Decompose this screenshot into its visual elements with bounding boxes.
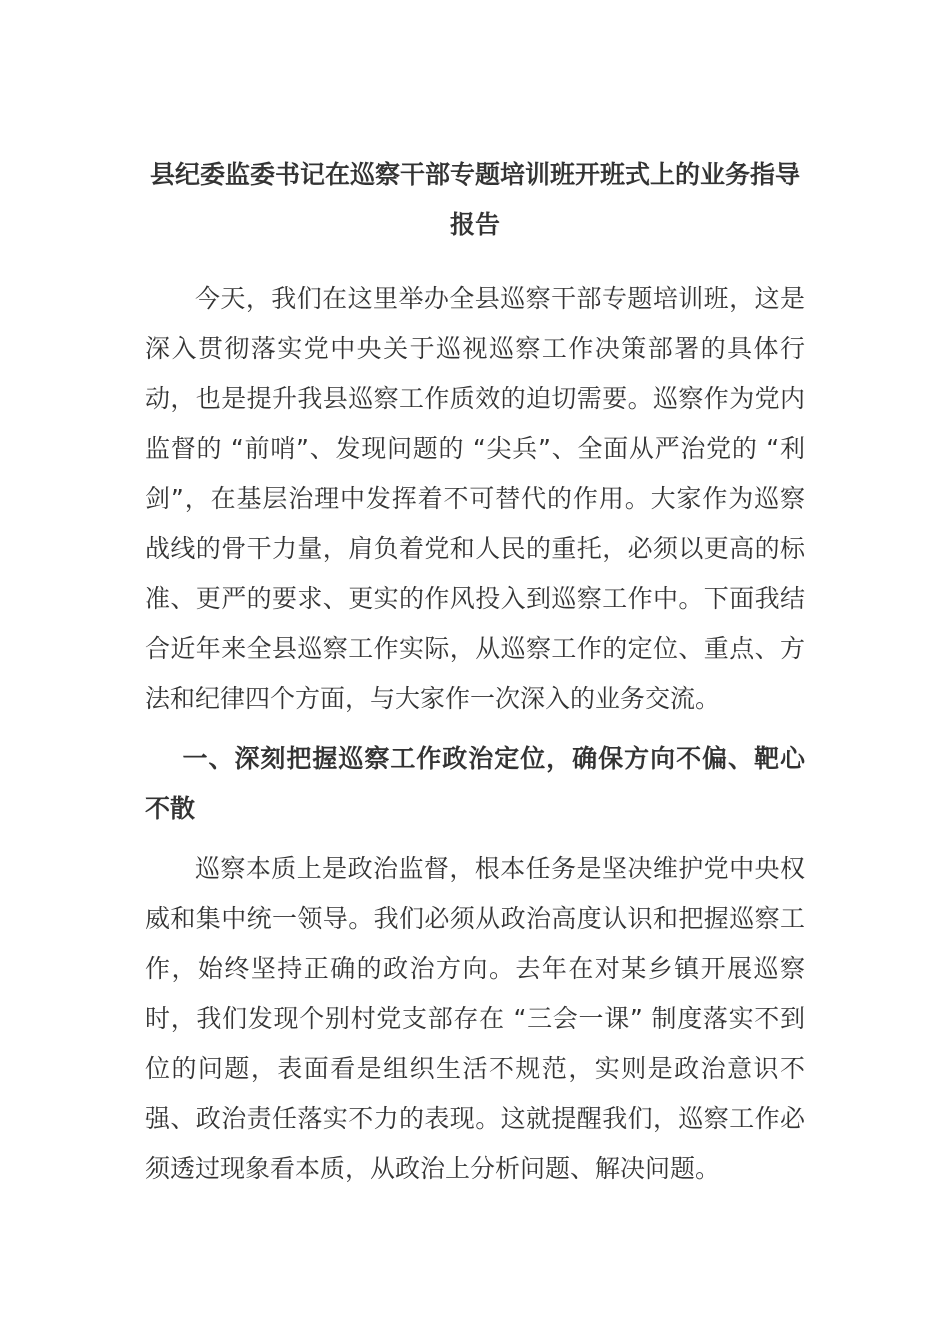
document-body	[145, 150, 805, 1204]
section-heading-1: 一、深刻把握巡察工作政治定位，确保方向不偏、靶心不散	[145, 744, 805, 823]
section-1-paragraph: 巡察本质上是政治监督，根本任务是坚决维护党中央权威和集中统一领导。我们必须从政治高度认识和把握巡察工作，始终坚持正确的政治方向。去年在对某乡镇开展巡察时，我们发现个别村党支部存在 “三会一课” 制度落实不到位的问题，表面看是组织生活不规范，实则是政治意识不强、政治责任落实不力的表现。这就提醒我们，巡察工作必须透过现象看本质，从政治上分析问题、解决问题。	[145, 854, 805, 1183]
intro-paragraph: 今天，我们在这里举办全县巡察干部专题培训班，这是深入贯彻落实党中央关于巡视巡察工作决策部署的具体行动，也是提升我县巡察工作质效的迫切需要。巡察作为党内监督的 “前哨”、发现问题的 “尖兵”、全面从严治党的 “利剑”，在基层治理中发挥着不可替代的作用。大家作为巡察战线的骨干力量，肩负着党和人民的重托，必须以更高的标准、更严的要求、更实的作风投入到巡察工作中。下面我结合近年来全县巡察工作实际，从巡察工作的定位、重点、方法和纪律四个方面，与大家作一次深入的业务交流。	[145, 284, 805, 713]
document-title: 县纪委监委书记在巡察干部专题培训班开班式上的业务指导报告	[149, 160, 800, 239]
